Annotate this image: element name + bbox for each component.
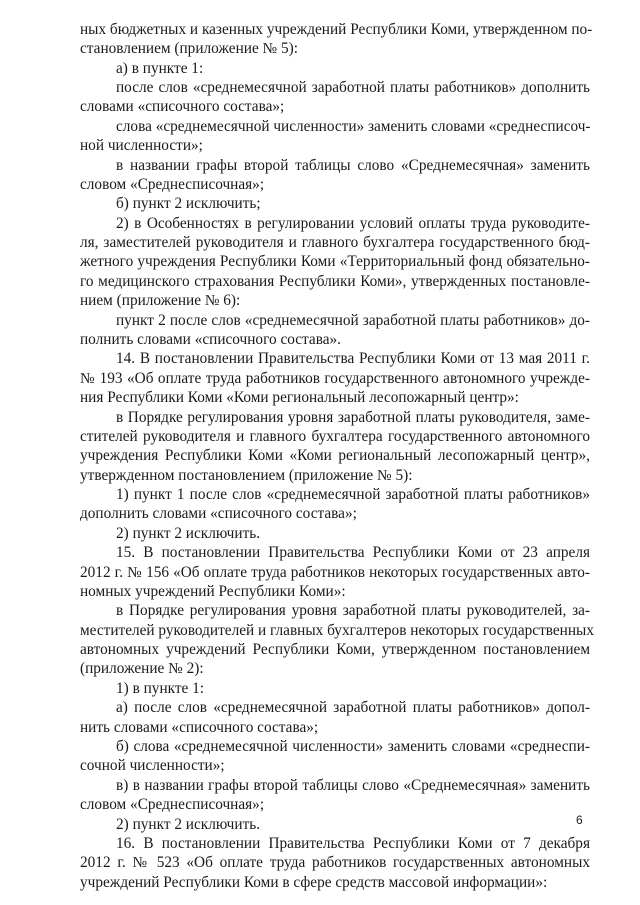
text-line: утвержденном постановлением (приложение № 5):	[80, 467, 413, 484]
text-line: нием (приложение № 6):	[80, 292, 241, 309]
text-line: учреждения Республики Коми «Коми региональный лесопожарный центр»,	[80, 447, 590, 464]
text-line: 16. В постановлении Правительства Республики Коми от 7 декабря	[116, 835, 590, 852]
text-line: 2012 г. № 156 «Об оплате труда работников некоторых государственных авто-	[80, 564, 590, 581]
text-line: 14. В постановлении Правительства Республики Коми от 13 мая 2011 г.	[116, 350, 590, 367]
text-line: а) в пункте 1:	[116, 60, 204, 77]
text-line: 2) пункт 2 исключить.	[116, 816, 261, 833]
text-line: словом «Среднесписочная»;	[80, 176, 265, 193]
text-line: пункт 2 после слов «среднемесячной заработной платы работников» до-	[116, 312, 590, 329]
text-line: (приложение № 2):	[80, 660, 204, 677]
text-line: в Порядке регулирования уровня заработной платы руководителя, заме-	[116, 409, 590, 426]
text-line: дополнить словами «списочного состава»;	[80, 505, 357, 522]
text-line: нить словами «списочного состава»;	[80, 719, 319, 736]
text-line: 15. В постановлении Правительства Республики Коми от 23 апреля	[116, 544, 590, 561]
text-line: после слов «среднемесячной заработной платы работников» дополнить	[116, 79, 590, 96]
text-line: в названии графы второй таблицы слово «Среднемесячная» заменить	[116, 157, 590, 174]
text-line: становлением (приложение № 5):	[80, 40, 298, 57]
text-line: учреждений Республики Коми в сфере средств массовой информации»:	[80, 874, 548, 891]
text-line: слова «среднемесячной численности» заменить словами «среднесписоч-	[116, 118, 591, 135]
text-line: б) слова «среднемесячной численности» заменить словами «среднеспи-	[116, 738, 590, 755]
text-line: ния Республики Коми «Коми региональный лесопожарный центр»:	[80, 389, 519, 406]
text-line: 1) пункт 1 после слов «среднемесячной заработной платы работников»	[116, 486, 590, 503]
text-line: 2) в Особенностях в регулировании условий оплаты труда руководите-	[116, 215, 590, 232]
text-line: 2) пункт 2 исключить.	[116, 525, 261, 542]
text-line: жетного учреждения Республики Коми «Территориальный фонд обязательно-	[80, 253, 590, 270]
text-line: номных учреждений Республики Коми»:	[80, 583, 346, 600]
text-line: ля, заместителей руководителя и главного бухгалтера государственного бюд-	[80, 234, 590, 251]
text-line: го медицинского страхования Республики Коми», утвержденных постановле-	[80, 273, 590, 290]
text-line: словом «Среднесписочная»;	[80, 796, 265, 813]
text-line: сочной численности»;	[80, 757, 225, 774]
text-line: № 193 «Об оплате труда работников государственного автономного учрежде-	[80, 370, 590, 387]
text-line: б) пункт 2 исключить;	[116, 195, 261, 212]
text-line: 1) в пункте 1:	[116, 680, 205, 697]
text-line: словами «списочного состава»;	[80, 98, 285, 115]
text-line: ных бюджетных и казенных учреждений Республики Коми, утвержденном по-	[80, 21, 593, 38]
text-line: стителей руководителя и главного бухгалтера государственного автономного	[80, 428, 590, 445]
text-line: в) в названии графы второй таблицы слово «Среднемесячная» заменить	[116, 777, 590, 794]
text-line: а) после слов «среднемесячной заработной платы работников» допол-	[116, 699, 590, 716]
text-line: местителей руководителей и главных бухгалтеров некоторых государственных	[80, 622, 594, 639]
text-line: в Порядке регулирования уровня заработной платы руководителей, за-	[116, 602, 590, 619]
text-line: автономных учреждений Республики Коми, утвержденном постановлением	[80, 641, 590, 658]
text-line: ной численности»;	[80, 137, 203, 154]
page-number: 6	[576, 813, 583, 827]
text-line: полнить словами «списочного состава».	[80, 331, 341, 348]
text-line: 2012 г. № 523 «Об оплате труда работников государственных автономных	[80, 854, 590, 871]
